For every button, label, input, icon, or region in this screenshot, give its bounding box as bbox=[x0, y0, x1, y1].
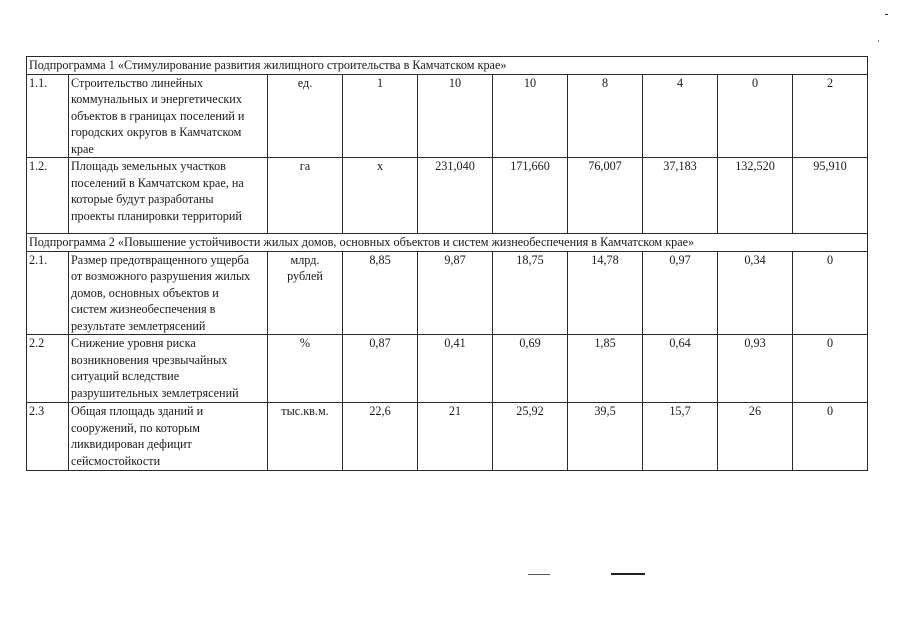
table-row bbox=[27, 403, 868, 471]
unit-cell: ед. bbox=[268, 74, 343, 158]
value-cell: 0,87 bbox=[343, 335, 418, 403]
row-number: 1.2. bbox=[27, 158, 69, 234]
value-cell: 26 bbox=[718, 403, 793, 471]
value-cell: 10 bbox=[418, 74, 493, 158]
indicator-description: Общая площадь зданий и сооружений, по которым ликвидирован дефицит сейсмостойкости bbox=[69, 403, 268, 471]
row-number: 2.2 bbox=[27, 335, 69, 403]
value-cell: х bbox=[343, 158, 418, 234]
value-cell: 2 bbox=[793, 74, 868, 158]
value-cell: 25,92 bbox=[493, 403, 568, 471]
indicator-description: Размер предотвращенного ущерба от возможного разрушения жилых домов, основных объектов и систем жизнеобеспечения в результате землетрясений bbox=[69, 251, 268, 335]
row-number: 2.3 bbox=[27, 403, 69, 471]
value-cell: 1 bbox=[343, 74, 418, 158]
value-cell: 0,97 bbox=[643, 251, 718, 335]
value-cell: 0,93 bbox=[718, 335, 793, 403]
indicators-table bbox=[26, 56, 868, 471]
subprogram-1-title: Подпрограмма 1 «Стимулирование развития жилищного строительства в Камчатском крае» bbox=[27, 57, 868, 75]
value-cell: 14,78 bbox=[568, 251, 643, 335]
value-cell: 8,85 bbox=[343, 251, 418, 335]
value-cell: 22,6 bbox=[343, 403, 418, 471]
value-cell: 0,34 bbox=[718, 251, 793, 335]
value-cell: 18,75 bbox=[493, 251, 568, 335]
value-cell: 0 bbox=[793, 335, 868, 403]
value-cell: 231,040 bbox=[418, 158, 493, 234]
unit-cell: % bbox=[268, 335, 343, 403]
value-cell: 39,5 bbox=[568, 403, 643, 471]
scan-dash bbox=[611, 573, 645, 575]
subprogram-1-row bbox=[27, 57, 868, 75]
subprogram-2-row bbox=[27, 234, 868, 252]
value-cell: 15,7 bbox=[643, 403, 718, 471]
scan-dash bbox=[528, 574, 550, 575]
unit-cell: тыс.кв.м. bbox=[268, 403, 343, 471]
value-cell: 10 bbox=[493, 74, 568, 158]
value-cell: 9,87 bbox=[418, 251, 493, 335]
value-cell: 0,69 bbox=[493, 335, 568, 403]
value-cell: 37,183 bbox=[643, 158, 718, 234]
subprogram-2-title: Подпрограмма 2 «Повышение устойчивости жилых домов, основных объектов и систем жизнеобеспечения в Камчатском крае» bbox=[27, 234, 868, 252]
table-row bbox=[27, 74, 868, 158]
value-cell: 4 bbox=[643, 74, 718, 158]
table-row bbox=[27, 251, 868, 335]
table-row bbox=[27, 335, 868, 403]
value-cell: 0,41 bbox=[418, 335, 493, 403]
value-cell: 95,910 bbox=[793, 158, 868, 234]
value-cell: 21 bbox=[418, 403, 493, 471]
scan-speck bbox=[885, 14, 888, 15]
table-row bbox=[27, 158, 868, 234]
indicator-description: Площадь земельных участков поселений в Камчатском крае, на которые будут разработаны проекты планировки территорий bbox=[69, 158, 268, 234]
value-cell: 0 bbox=[718, 74, 793, 158]
value-cell: 1,85 bbox=[568, 335, 643, 403]
value-cell: 132,520 bbox=[718, 158, 793, 234]
indicator-description: Снижение уровня риска возникновения чрезвычайных ситуаций вследствие разрушительных землетрясений bbox=[69, 335, 268, 403]
indicator-description: Строительство линейных коммунальных и энергетических объектов в границах поселений и городских округов в Камчатском крае bbox=[69, 74, 268, 158]
value-cell: 0,64 bbox=[643, 335, 718, 403]
value-cell: 0 bbox=[793, 403, 868, 471]
row-number: 2.1. bbox=[27, 251, 69, 335]
value-cell: 76,007 bbox=[568, 158, 643, 234]
value-cell: 8 bbox=[568, 74, 643, 158]
scan-speck bbox=[878, 40, 879, 42]
row-number: 1.1. bbox=[27, 74, 69, 158]
unit-cell: млрд. рублей bbox=[268, 251, 343, 335]
value-cell: 171,660 bbox=[493, 158, 568, 234]
unit-cell: га bbox=[268, 158, 343, 234]
value-cell: 0 bbox=[793, 251, 868, 335]
